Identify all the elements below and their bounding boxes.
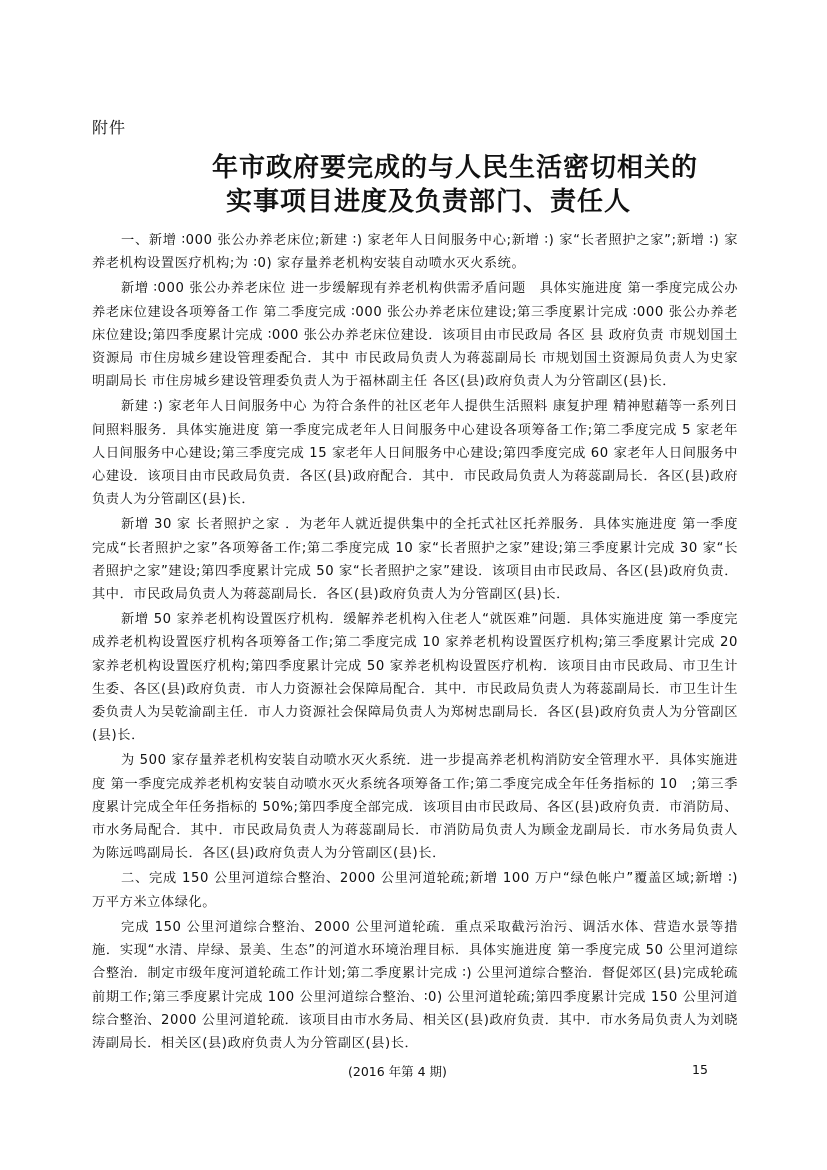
paragraph-sprinkler-systems: 为 500 家存量养老机构安装自动喷水灭火系统．进一步提高养老机构消防安全管理水平．具体实施进度 第一季度完成养老机构安装自动喷水灭火系统各项筹备工作;第二季度完成全年任务指标的 10 ;第三季度累计完成全年任务指标的 50%;第四季度全部完成．该项目由市民政局、各区(县)政府负责．市消防局、市水务局配合．其中．市民政局负责人为蒋蕊副局长．市消防局负责人为顾金龙副局长．市水务局负责人为陈远鸣副局长．各区(县)政府负责人为分管副区(县)长． bbox=[92, 753, 738, 862]
paragraph-medical-institutions: 新增 50 家养老机构设置医疗机构．缓解养老机构入住老人“就医难”问题．具体实施进度 第一季度完成养老机构设置医疗机构各项筹备工作;第二季度完成 10 家养老机构设置医疗机构;第三季度累计完成 20 家养老机构设置医疗机构;第四季度累计完成 50 家养老机构设置医疗机构．该项目由市民政局、市卫生计生委、各区(县)政府负责．市人力资源社会保障局配合．其中．市民政局负责人为蒋蕊副局长．市卫生计生委负责人为吴乾渝副主任．市人力资源社会保障局负责人为郑树忠副局长．各区(县)政府负责人为分管副区(县)长． bbox=[92, 612, 738, 744]
footer-issue: (2016 年第 4 期) bbox=[348, 1064, 447, 1079]
section-heading-1: 一、新增 ∶000 张公办养老床位;新建 ∶) 家老年人日间服务中心;新增 ∶) 家“长者照护之家”;新增 ∶) 家养老机构设置医疗机构;为 ∶0) 家存量养老机构安装自动喷水灭火系统。 bbox=[92, 233, 738, 272]
document-title-line-2: 实事项目进度及负责部门、责任人 bbox=[226, 187, 632, 217]
document-body bbox=[92, 229, 738, 1057]
page-number: 15 bbox=[692, 1062, 708, 1077]
paragraph-care-homes: 新增 30 家 长者照护之家 ．为老年人就近提供集中的全托式社区托养服务．具体实施进度 第一季度完成“长者照护之家”各项筹备工作;第二季度完成 10 家“长者照护之家”建设;第三季度累计完成 30 家“长者照护之家”建设;第四季度累计完成 50 家“长者照护之家”建设．该项目由市民政局、各区(县)政府负责．其中．市民政局负责人为蒋蕊副局长．各区(县)政府负责人为分管副区(县)长． bbox=[92, 517, 738, 603]
attachment-label: 附件 bbox=[92, 118, 127, 137]
section-heading-2: 二、完成 150 公里河道综合整治、2000 公里河道轮疏;新增 100 万户“绿色帐户”覆盖区域;新增 ∶) 万平方米立体绿化。 bbox=[92, 871, 738, 910]
paragraph-day-care-centers: 新建 ∶) 家老年人日间服务中心 为符合条件的社区老年人提供生活照料 康复护理 精神慰藉等一系列日间照料服务．具体实施进度 第一季度完成老年人日间服务中心建设各项筹备工作;第二季度完成 5 家老年人日间服务中心建设;第三季度完成 15 家老年人日间服务中心建设;第四季度完成 60 家老年人日间服务中心建设．该项目由市民政局负责．各区(县)政府配合．其中．市民政局负责人为蒋蕊副局长．各区(县)政府负责人为分管副区(县)长． bbox=[92, 399, 738, 508]
document-title-line-1: 年市政府要完成的与人民生活密切相关的 bbox=[212, 153, 699, 183]
paragraph-river-remediation: 完成 150 公里河道综合整治、2000 公里河道轮疏．重点采取截污治污、调活水体、营造水景等措施．实现“水清、岸绿、景美、生态”的河道水环境治理目标．具体实施进度 第一季度完成 50 公里河道综合整治．制定市级年度河道轮疏工作计划;第二季度累计完成 ∶) 公里河道综合整治．督促郊区(县)完成轮疏前期工作;第三季度累计完成 100 公里河道综合整治、∶0) 公里河道轮疏;第四季度累计完成 150 公里河道综合整治、2000 公里河道轮疏．该项目由市水务局、相关区(县)政府负责．其中．市水务局负责人为刘晓涛副局长．相关区(县)政府负责人为分管副区(县)长． bbox=[92, 919, 738, 1051]
paragraph-elderly-beds: 新增 ∶000 张公办养老床位 进一步缓解现有养老机构供需矛盾问题 具体实施进度 第一季度完成公办养老床位建设各项筹备工作 第二季度完成 ∶000 张公办养老床位建设;第三季度累计完成 ∶000 张公办养老床位建设;第四季度累计完成 ∶000 张公办养老床位建设．该项目由市民政局 各区 县 政府负责 市规划国土资源局 市住房城乡建设管理委配合．其中 市民政局负责人为蒋蕊副局长 市规划国土资源局负责人为史家明副局长 市住房城乡建设管理委负责人为于福林副主任 各区(县)政府负责人为分管副区(县)长． bbox=[92, 281, 738, 390]
